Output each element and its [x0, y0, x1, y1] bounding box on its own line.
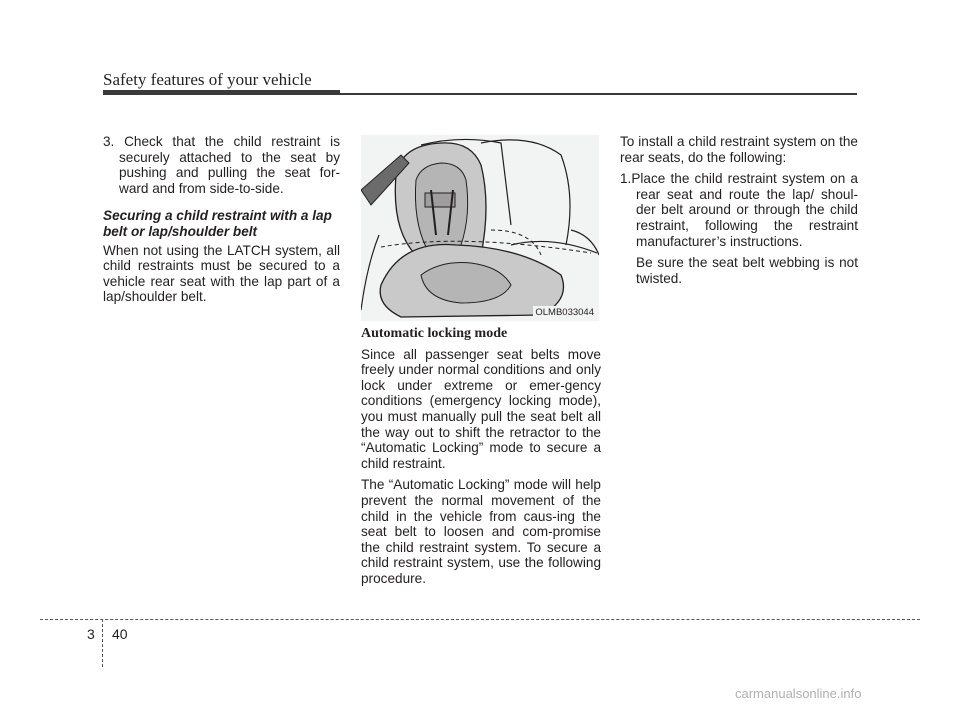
column-right	[620, 134, 858, 292]
lap-belt-paragraph: When not using the LATCH system, all child restraints must be secured to a vehicle rear seat with the lap part of a lap/shoulder belt.	[103, 242, 340, 305]
child-seat-drawing	[361, 135, 599, 321]
install-intro: To install a child restraint system on the rear seats, do the following:	[620, 134, 858, 165]
automatic-locking-paragraph-2: The “Automatic Locking” mode will help prevent the normal movement of the child in the vehicle from caus-ing the seat belt to loosen and com-promise the child restraint system. To secure a child restraint system, use the following procedure.	[361, 477, 601, 586]
column-middle	[361, 326, 601, 593]
automatic-locking-paragraph-1: Since all passenger seat belts move freely under normal conditions and only lock under extreme or emer-gency conditions (emergency locking mode), you must manually pull the seat belt all the way out to shift the retractor to the “Automatic Locking” mode to secure a child restraint.	[361, 346, 601, 471]
page-header-title: Safety features of your vehicle	[103, 70, 312, 89]
page-number: 40	[112, 626, 128, 642]
section-subheading: Securing a child restraint with a lap belt or lap/shoulder belt	[103, 208, 332, 239]
footer-rule	[40, 619, 920, 620]
webbing-note: Be sure the seat belt webbing is not twisted.	[636, 255, 858, 286]
column-left	[103, 134, 340, 311]
section-number: 3	[87, 626, 95, 642]
child-seat-illustration	[361, 135, 599, 321]
automatic-locking-heading: Automatic locking mode	[361, 326, 508, 341]
step-1-text: 1.Place the child restraint system on a rear seat and route the lap/ shoul-der belt around or through the child restraint, following the restraint manufacturer’s instructions.	[620, 171, 858, 249]
figure-code: OLMB033044	[535, 307, 594, 318]
watermark: carmanualsonline.info	[735, 686, 862, 701]
step-3-text: 3. Check that the child restraint is securely attached to the seat by pushing and pulling the seat for-ward and from side-to-side.	[103, 134, 340, 196]
header-rule-thick	[103, 90, 340, 95]
header-rule-thin	[340, 93, 857, 95]
footer-divider	[102, 619, 103, 667]
